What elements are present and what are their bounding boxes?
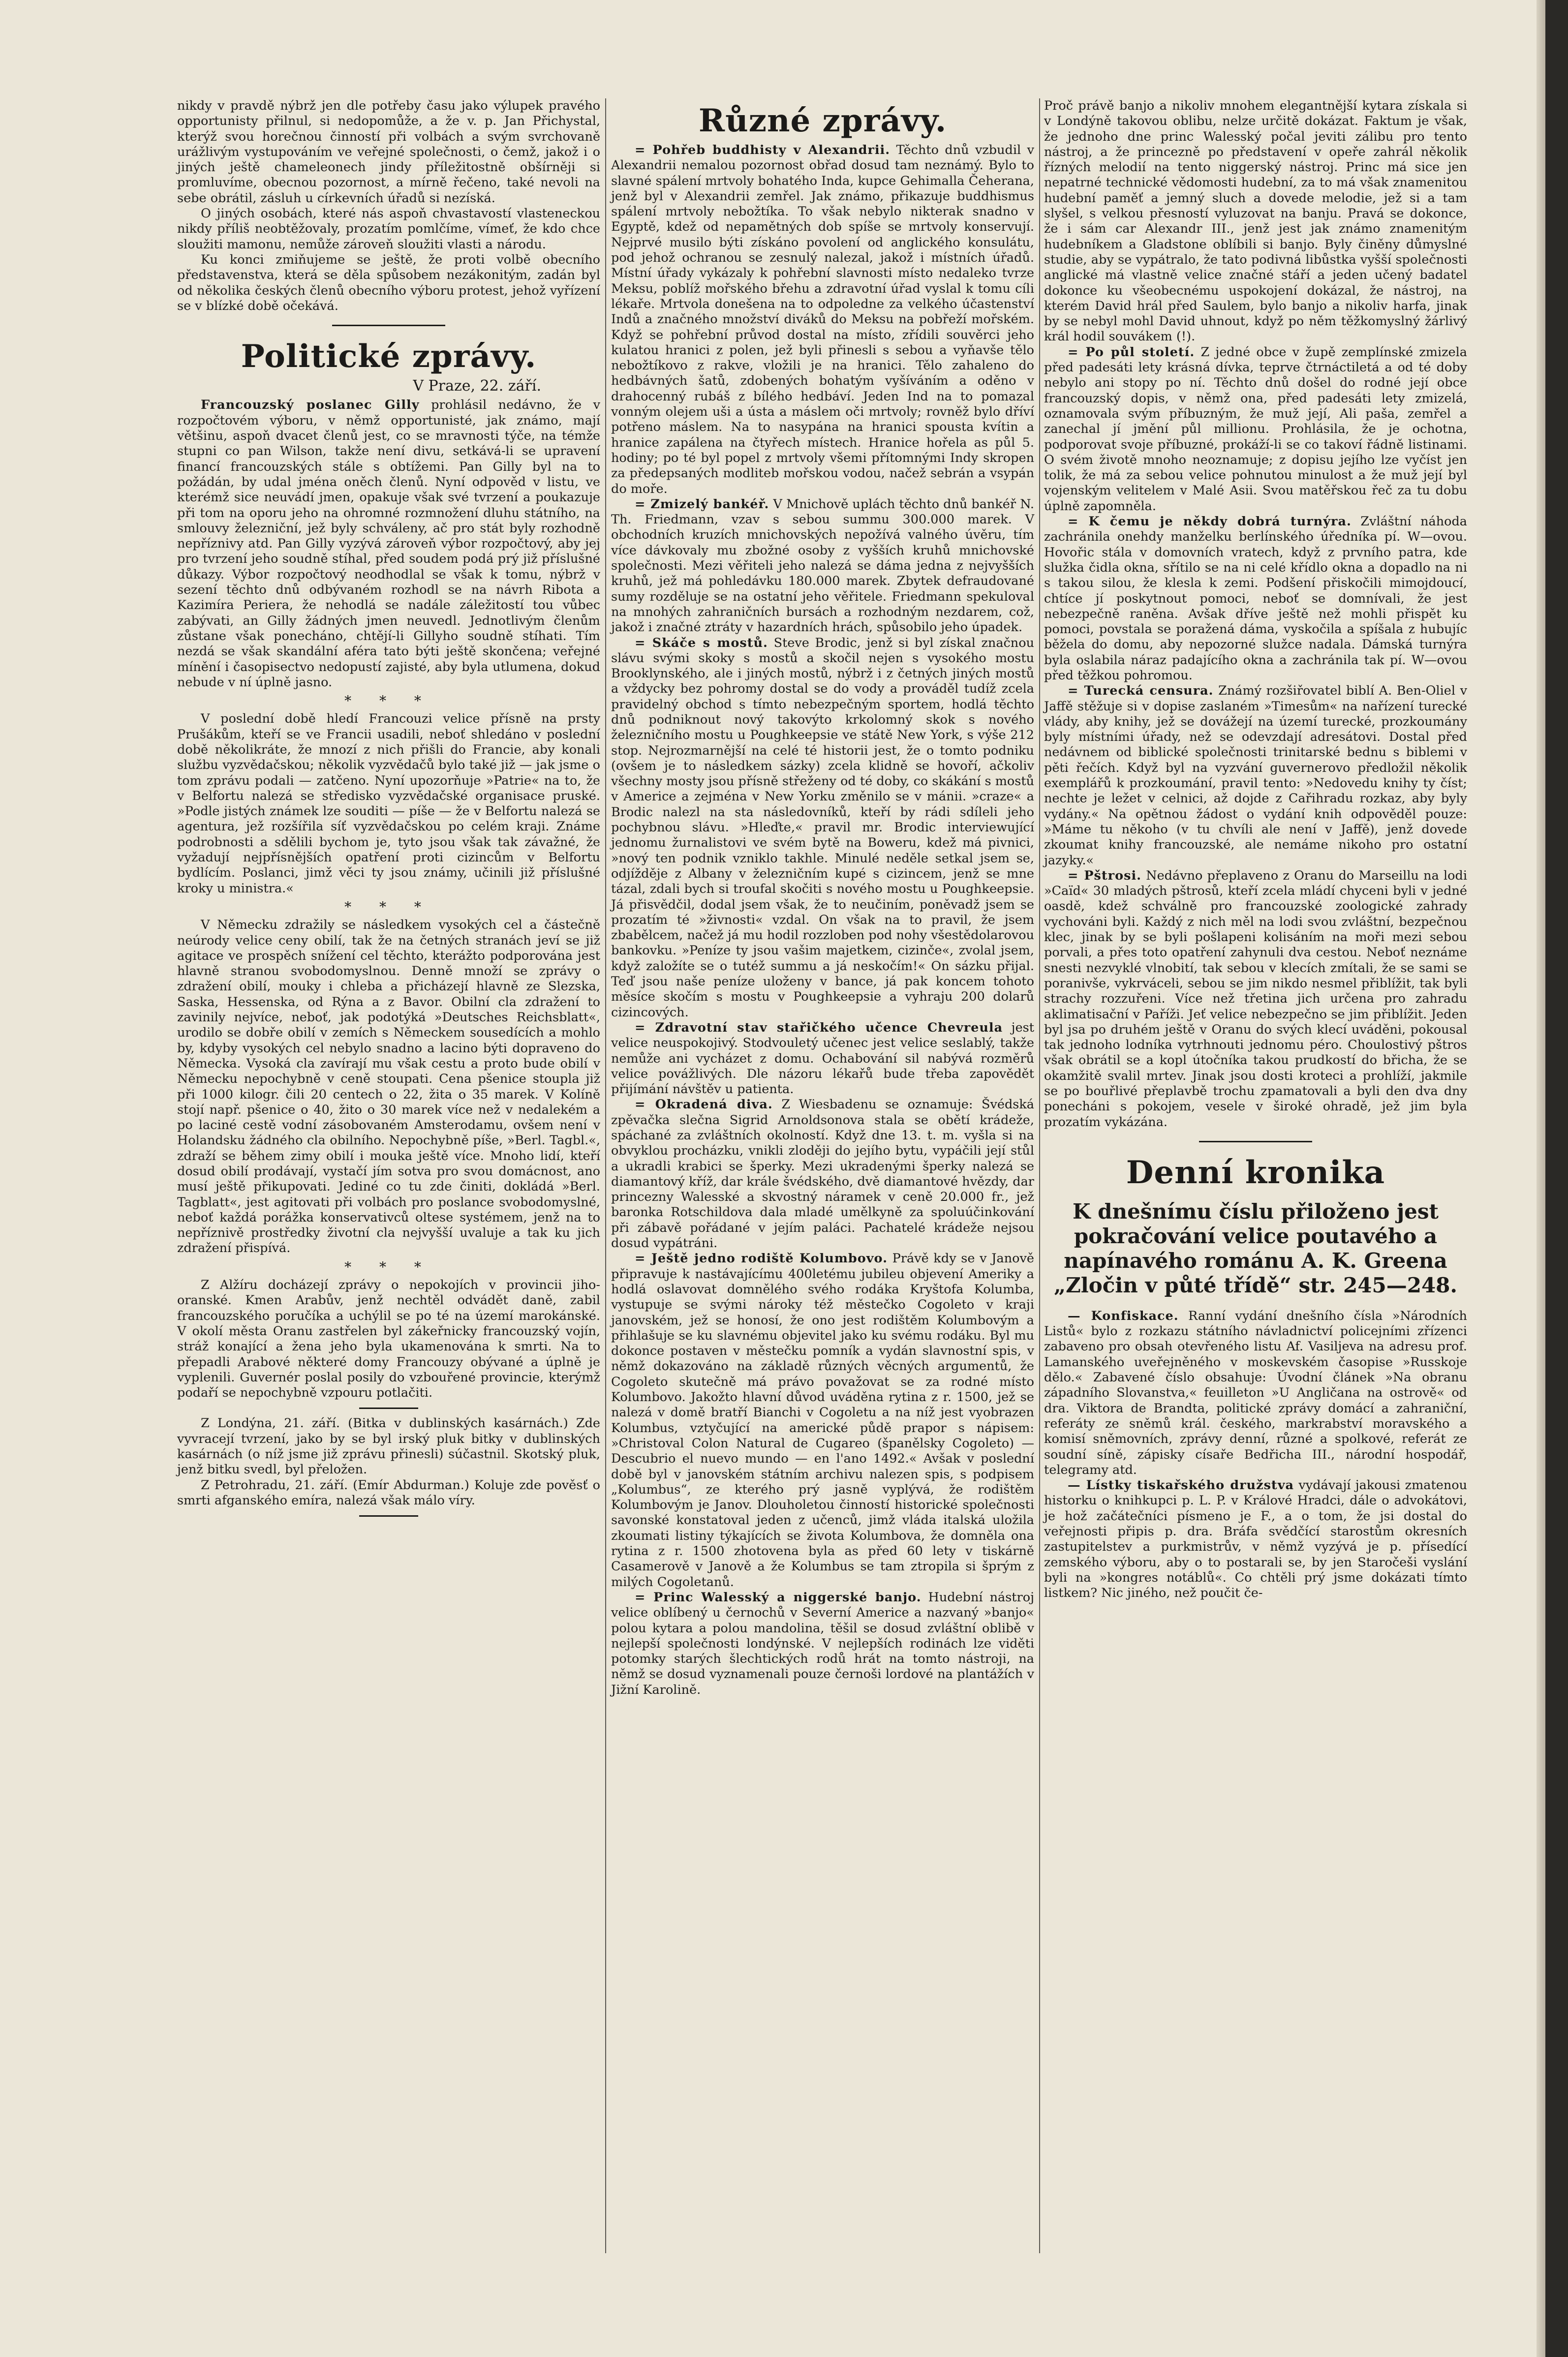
section-heading-politicke: Politické zprávy. — [241, 338, 537, 375]
supplement-notice: K dnešnímu číslu přiloženo jest pokračování velice poutavého a napínavého románu A. K. Greena „Zločin v půté třídě“ str. 245—248. — [1053, 1199, 1458, 1297]
separator — [332, 325, 445, 326]
article-text: prohlásil nedávno, že v rozpočtovém výboru, v němž opportunisté, jak známo, mají většinu, aspoň dvacet členů jest, co se mravnosti týče, na témže stupni co pan Wilson, takže není divu, setkává-li se upravení financí francouzských stále s obtížemi. Pan Gilly byl na to požádán, by udal jména oněch členů. Nyní odpověd v listu, ve kterémž sice neuvádí jmen, opakuje však své tvrzení a poukazuje při tom na oporu jeho na ohromné rozmnožení dluhu státního, na smlouvy železniční, jež byly schváleny, ač pro stát byly rozhodně nepříznivy atd. Pan Gilly vyzývá zároveň výbor rozpočtový, aby jej pro tvrzení jeho soudně stíhal, před soudem podá prý již příslušné důkazy. Výbor rozpočtový neodhodlal se však k tomu, nýbrž v sezení těchto dnů odbývaném rozhodl se na návrh Ribota a Kazimíra Periera, že nehodlá se nadále záležitostí tou vůbec zabývati, an Gilly žádných jmen neuvedl. Jednotlivým členům zůstane však ponecháno, chtějí-li Gillyho soudně stíhati. Tím nezdá se však skandální aféra tato býti ještě skončena; veřejné mínění i časopisectvo nedopustí zajisté, aby byla utlumena, dokud nebude v ní úplně jasno. — [177, 398, 601, 690]
article-lead: = K čemu je někdy dobrá turnýra. — [1068, 514, 1352, 529]
article-lead: = Po půl století. — [1068, 344, 1195, 360]
column-1 — [177, 98, 600, 1524]
page-edge-dark — [1545, 0, 1568, 2357]
column-rule-2 — [1039, 98, 1040, 2253]
article-lead: = Skáče s mostů. — [635, 635, 768, 650]
page-edge-shadow — [1537, 0, 1545, 2357]
article-text: Zvláštní náhoda zachránila onehdy manželku berlínského úředníka pí. W—ovou. Hovořic stála v domovních vratech, když z prvního patra, kde služka čidla okna, sřítilo se na ni celé křídlo okna a dopadlo na ni s takou silou, že klesla k zemi. Podšení přiskočili mimojdoucí, chtíce jí poskytnout pomoci, neboť se domnívali, že jest nebezpečně raněna. Avšak dříve ještě než mohli přispět ku pomoci, povstala se poražená dáma, vyskočila a spíšala z hubujíc běžela do domu, aby nepozorné služce nadala. Dámská turnýra byla oslabila náraz padajícího okna a zachránila tak pí. W—ovou před těžkou pohromou. — [1044, 514, 1468, 683]
column-3 — [1044, 98, 1467, 1601]
section-heading-ruzne: Různé zprávy. — [698, 102, 947, 139]
column-rule-1 — [605, 98, 606, 2253]
separator — [359, 1515, 418, 1517]
dateline: V Praze, 22. září. — [413, 377, 541, 395]
article-lead: — Konfiskace. — [1068, 1308, 1179, 1323]
article-text: Z jedné obce v župě zemplínské zmizela před padesáti lety krásná dívka, teprve čtrnáctiletá a od té doby nebylo ani stopy po ní. Těchto dnů došel do rodné její obce francouzský dopis, v němž ona, před padesáti lety zmizelá, oznamovala svým příbuzným, že muž její, Ali paša, zemřel a zanechal jí jmění půl millionu. Prohlásila, že je ochotna, podporovat svoje příbuzné, prokáží-li se co takoví řádně listinami. O svém životě mnoho neoznamuje; z dopisu jejího lze vyčíst jen tolik, že má za sebou velice pohnutou minulost a že muž její byl vojenským velitelem v Malé Asii. Svou matěřskou řeč za tu dobu úplně zapomněla. — [1044, 344, 1467, 514]
article-text: Těchto dnů vzbudil v Alexandrii nemalou pozornost obřad dosud tam neznámý. Bylo to slavné spálení mrtvoly bohatého Inda, kupce Gehimalla Čeherana, jenž byl v Alexandrii zemřel. Jak známo, přikazuje buddhismus spálení mrtvoly nebožtíka. To však nebylo nikterak snadno v Egyptě, kdež od nepamětných dob spíše se mrtvoly konservují. Nejprvé musilo býti získáno povolení od anglického konsulátu, pod jehož ochranou se zesnulý nalezal, jakož i místních úřadů. Místní úřady vykázaly k pohřební slavnosti místo nedaleko tvrze Meksu, poblíž mořského břehu a zdravotní úřad vyslal k tomu cíli lékaře. Mrtvola donešena na to odpoledne za velkého účastenství Indů a značného množství diváků do Meksu na pobřeží mořském. Když se pohřební průvod dostal na místo, zřídili souvěrci jeho kulatou hranici z polen, jež byli přinesli s sebou a vyňavše tělo nebožtíkovo z rakve, vložili je na hranici. Tělo zahaleno do hedbávných šatů, zdobených bohatým vyšíváním a oděno v drahocenný rubáš z bílého hedbáví. Jeden Ind na to pomazal vonným olejem uši a ústa a máslem oči mrtvoly; rovněž bylo dříví potřeno máslem. Na to nasypána na hranici spousta kvítin a hranice zapálena na čtyřech místech. Hranice hořela as půl 5. hodiny; po té byl popel z mrtvoly všemi přítomnými Indy skropen za předepsaných modliteb mořskou vodou, načež sebrán a vsypán do moře. — [611, 143, 1034, 496]
column-2 — [611, 98, 1034, 1698]
asterism: * * * — [344, 898, 433, 915]
article-lead: Francouzský poslanec Gilly — [201, 398, 420, 413]
article-lead: = Zdravotní stav stařičkého učence Chevreula — [635, 1020, 1003, 1035]
article-lead: = Pohřeb buddhisty v Alexandrii. — [635, 143, 891, 157]
article-text: Hudební nástroj velice oblíbený u černochů v Severní Americe a nazvaný »banjo« polou kytara a polou mandolina, těšil se dosud zvláštní oblibě v nejlepší společnosti londýnské. V nejlepších rodinách lze viděti potomky starých šlechtických rodů hrát na tomto nástroji, na němž se dosud vyznamenali pouze černoši lordové na plantážích v Jižní Karolině. — [611, 1590, 1034, 1697]
article-lead: = Okradená diva. — [635, 1097, 773, 1112]
article-text: Z Petrohradu, 21. září. (Emír Abdurman.) Kolujе zde pověsť o smrti afganského emíra, nalezá však málo víry. — [177, 1477, 600, 1508]
article-text: Steve Brodic, jenž si byl získal značnou slávu svými skoky s mostů a skočil nejen s vysokého mostu Brooklynského, ale i jiných mostů, nýbrž i z četných jiných mostů a vždycky bez pohromy dostal se do vody a prováděl tudíž zcela pravidelný obchod s tímto nebezpečným sportem, hodlá těchto dnů podniknout nový takovýto krkolomný skok s nového železničního mostu u Poughkeepsie ve státě New York, s výše 212 stop. Nejrozmarnější na celé té historii jest, že o tomto podniku (ovšem je to následkem sázky) zcela klidně se hovoří, ačkoliv všechny mosty jsou přísně střeženy od té doby, co skákání s mostů v Americe a zejména v New Yorku změnilo se v mánii. »craze« a Brodic nalezl na sta následovníků, kteří by rádi sdíleli jeho pochybnou slávu. »Hleďte,« pravil mr. Brodic interviewující jednomu žurnalistovi ve svém bytě na Boweru, kdež má pivnici, »nový ten podnik vzniklo takhle. Minulé neděle setkal jsem se, odjížděje z Albany v železničním kupé s cizincem, jenž se mne tázal, zdali bych si troufal skočiti s nového mostu u Poughkeepsie. Já přisvědčil, dodal jsem však, že to neučiním, poněvadž jsem se prozatím té »živnosti« vzdal. On však na to pravil, že jsem zbabělcem, načež já mu hodil rozzloben pod nohy všestědolarovou bankovku. »Peníze ty jsou vašim majetkem, cizinče«, zvolal jsem, když založíte se o tutéž summu a já neskočím!« On sázku přijal. Teď jsou naše peníze uloženy v bance, já pak koncem tohoto měsíce skočím s mostu v Poughkeepsie a vyhraju 200 dolarů cizincových. — [611, 635, 1034, 1020]
article-lead: = Zmizelý bankéř. — [635, 496, 769, 512]
separator — [1199, 1141, 1312, 1142]
article-text: Ku konci zmiňujeme se ještě, že proti volbě obecního představenstva, která se děla spůsobem nezákonitým, zadán byl od několika českých členů obecního výboru protest, jehož vyřízení se v blízké době očekává. — [177, 252, 600, 313]
article-text: V poslední době hledí Francouzi velice přísně na prsty Prušákům, kteří se ve Francii usadili, neboť shledáno v poslední době několikráte, že mnozí z nich přišli do Francie, aby konali službu vyzvědačskou; několik vyzvědačů bylo také již — jak jsme o tom zprávu podali — zatčeno. Nyní upozorňuje »Patrie« na to, že v Belfortu nalezá se středisko vyzvědačské organisace pruské. »Podle jistých známek lze souditi — píše — že v Belfortu nalezá se agentura, jež rozšířila síť vyzvědačskou po celém kraji. Známe podrobnosti a sdělili bychom je, tyto jsou však tak závažné, že vyžadují nejpřísnějších opatření proti cizincům v Belfortu bydlícím. Poslanci, jimž věci ty jsou známy, učinili již příslušné kroky u ministra.« — [177, 711, 600, 896]
article-text: O jiných osobách, které nás aspoň chvastavostí vlasteneckou nikdy příliš neobtěžovaly, prozatím pomlčíme, vímeť, že kdo chce sloužiti mamonu, nemůže zároveň sloužiti vlasti a národu. — [177, 206, 600, 252]
article-text: Právě kdy se v Janově připravuje k nastávajícímu 400letému jubileu objevení Ameriky a hodlá oslavovat domnělého svého rodáka Kryštofa Kolumba, vystupuje se svými nároky též městečko Cogoleto v kraji janovském, jež se honosí, že ono jest rodištěm Kolumbovým a přihlašuje se ku slavnému objevitel jako ku svému rodáku. Byl mu dokonce postaven v městečku pomník a vydán slavnostní spis, v němž dokazováno na základě různých věcných argumentů, že Cogoleto skutečně má právo považovat se za rodné místo Kolumbovo. Jakožto hlavní důvod uváděna rytina z r. 1500, jež se nalezá v domě bratří Bianchi v Cogoletu a na níž jest vyobrazen Kolumbus, vztyčující na americké půdě prapor s nápisem: »Christoval Colon Natural de Cugareo (španělsky Cogoleto) — Descubrio el nuevo mundo — en l'ano 1492.« Avšak v poslední době byl v janovském státním archivu nalezen spis, s podpisem „Kolumbus“, ze kterého prý jasně vyplývá, že rodištěm Kolumbovým je Janov. Dlouholetou činností historické společnosti savonské konstatoval jeden z učenců, jimž vláda italská uložila zkoumati listiny týkajících se života Kolumbova, že domněla ona rytina z r. 1500 zhotovena byla as před 60 lety v tiskárně Casamerově v Janově a že Kolumbus se tam ztropila si šprým z milých Cogoletanů. — [611, 1251, 1034, 1590]
article-text: Z Wiesbadenu se oznamuje: Švédská zpěvačka slečna Sigrid Arnoldsonova stala se obětí krádeže, spáchané za zvláštních okolností. Když dne 13. t. m. vyšla si na obvyklou procházku, vnikli zloději do jejího bytu, vypáčili její stůl a ukradli krabici se šperky. Mezi ukradenými šperky nalezá se diamantový kříž, dar krále švédského, dvě diamantové hvězdy, dar princezny Walesské a skvostný náramek v ceně 20.000 fr., jež baronka Rotschildova dala mladé umělkyně za spoluúčinkování při zábavě pořádané v jejím paláci. Pachatelé krádeže nejsou dosud vypátráni. — [611, 1097, 1035, 1251]
article-text: Ranní vydání dnešního čísla »Národních Listů« bylo z rozkazu státního návladnictví policejními zřízenci zabaveno pro obsah otevřeného listu Af. Vasiljeva na adresu prof. Lamanského uveřejněného v moskevském časopise »Russkoje dělo.« Zabavené číslo obsahuje: Úvodní článek »Na obranu západního Slovanstva,« feuilleton »U Angličana na ostrově« od dra. Viktora de Brandta, politické zprávy domácí a zahraniční, referáty ze sněmů král. českého, markrabství moravského a komisí sněmovních, zprávy denní, různé a spolkové, referát ze soudní síně, zápisky císaře Bedřicha III., národní hospodář, telegramy atd. — [1044, 1308, 1467, 1477]
article-text: Z Londýna, 21. září. (Bitka v dublinských kasárnách.) Zde vyvracejí tvrzení, jako by se byl irský pluk bitky v dublinských kasárnách (o níž jsme již zprávu přinesli) súčastnil. Skotský pluk, jenž bitku svedl, byl přeložen. — [177, 1416, 600, 1477]
article-lead: = Pštrosi. — [1068, 868, 1142, 883]
article-lead: = Ještě jedno rodiště Kolumbovo. — [635, 1251, 888, 1266]
article-text: nikdy v pravdě nýbrž jen dle potřeby času jako výlupek pravého opportunisty přilnul, si nedopomůže, a že v. p. Jan Přichystal, kterýž svou horečnou činností při volbách a svým svrchovaně urážlivým vystupováním ve veřejné společnosti, o čemž, jakož i o jiných ještě chameleonech jindy příležitostně obšírněji si promluvíme, obecnou pozornost, a mírně řečeno, také nevoli na sebe obrátil, zásluh u církevních úřadů si nezíská. — [177, 98, 600, 206]
article-text: Proč právě banjo a nikoliv mnohem elegantnější kytara získala si v Londýně takovou oblibu, nelze určitě dokázat. Faktum je však, že jednoho dne princ Walesský počal jeviti zálibu pro tento nástroj, a že princezně po představení v opeře zahrál několik řízných melodií na tento niggerský nástroj. Princ má sice jen nepatrné technické vědomosti hudební, za to má však znamenitou hudební paměť a jemný sluch a dovede melodie, jež si a tam slyšel, s velkou přesností vyluzovat na banju. Pravá se dokonce, že i sám car Alexandr III., jenž jest jak známo znamenitým hudebníkem a Gladstone oblíbili si banjo. Byly činěny důmyslné studie, aby se vypátralo, že tato podivná libůstka vyšší společnosti anglické má vlastně velice značné stáří a jeden učený badatel dokonce ku všeobecnému uspokojení dokázal, že nástroj, na kterém David hrál před Saulem, bylo banjo a nikoliv harfa, jinak by se nebyl mohl David uhnout, když po něm těžkomyslný žárlivý král hodil souvákem (!). — [1044, 98, 1467, 344]
article-text: V Německu zdražily se následkem vysokých cel a částečně neúrody velice ceny obilí, tak že na četných stranách jeví se již agitace ve prospěch snížení cel těchto, kterážto podporována jest hlavně stranou svobodomyslnou. Denně množí se zprávy o zdražení obilí, mouky i chleba a přicházejí hlavně ze Slezska, Saska, Hessenska, od Rýna a z Bavor. Obilní cla zdražení to zavinily nejvíce, neboť, jak podotýká »Deutsches Reichsblatt«, urodilo se dobře obilí v zemích s Německem sousedících a mohlo by, kdyby vysokých cel nebylo snadno a lacino býti dopraveno do Německa. Vysoká cla zavírají mu však cestu a proto bude obilí v Německu nepochybně v ceně stoupati. Cena pšenice stoupla již při 1000 kilogr. čili 20 centech o 22, žita o 35 marek. V Kolíně stojí např. pšenice o 40, žito o 30 marek více než v nedalekém a po laciné cestě vodní zásobovaném Amsterodamu, ovšem není v Holandsku žádného cla obilního. Nepochybně píše, »Berl. Tagbl.«, zdraží se během zimy obilí i mouka ještě více. Mnoho lidí, kteří dosud obilí prodávají, vystačí jím sotva pro svou domácnost, ano musí ještě přikupovati. Jediné co tu zde činiti, dokládá »Berl. Tagblatt«, jest agitovati při volbách pro poslance svobodomyslné, neboť každá porážka konservativců oltese systémem, jenž na to nepříznivě prostředky životní cla nejvyšší uvaluje a tak ku jich zdražení přispívá. — [177, 918, 600, 1256]
asterism: * * * — [344, 693, 433, 709]
section-heading-kronika: Denní kronika — [1126, 1154, 1385, 1191]
separator — [359, 1408, 418, 1409]
article-text: vydávají jakousi zmatenou historku o knihkupci p. L. P. v Králové Hradci, dále o advokátovi, je hož začátečníci písmeno je F., a o tom, že jsi dostal do veřejnosti připis p. dra. Bráfa svědčící starostům okresních zastupitelstev a purkmistrův, v němž vyzývá je p. přísedící zemského výboru, aby o to postarali se, by jen Staročeši vyslání byli na »kongres notáblů«. Co chtěli prý jsme dokázati tímto listkem? Nic jiného, než poučit če- — [1044, 1478, 1468, 1601]
article-text: Známý rozšiřovatel biblí A. Ben-Oliel v Jaffě stěžuje si v dopise zaslaném »Timesům« na nařízení turecké vlády, aby knihy, jež se dovážejí na území turecké, prozkoumány byly místními úřady, než se odevzdají adresátovi. Dostal před nedávnem od biblické společnosti trinitarské bednu s biblemi v pěti řečích. Když byl na vyzvání guvernerovo předložil několik exemplářů k prozkoumání, pravil tento: »Nedovedu knihy ty číst; nechte je ležet v celnici, až dojde z Cařihradu rozkaz, aby byly vydány.« Na opětnou žádost o vydání knih odpověděl pouze: »Máme tu někoho (v tu chvíli ale není v Jaffě), jenž dovede zkoumat knihy francouzské, ale nemáme nikoho pro ostatní jazyky.« — [1044, 683, 1467, 868]
article-text: V Mnichově uplách těchto dnů bankéř N. Th. Friedmann, vzav s sebou summu 300.000 marek. V obchodních kruzích mnichovských nepožívá valného úvěru, tím více dávkovaly mu zbožné osoby z vyšších kruhů mnichovské společnosti. Mezi věřiteli jeho nalezá se dáma jedna z nejvyšších kruhů, jež má pohledávku 180.000 marek. Zbytek defraudované sumy rozděluje se na ostatní jeho věřitele. Friedmann spekuloval na mnohých zahraničních bursách a rozhodným nezdarem, což, jakož i značné ztráty v hazardních hrách, spůsobilo jeho úpadek. — [611, 496, 1034, 635]
article-text: jest velice neuspokojivý. Stodvouletý učenec jest velice seslablý, takže nemůže ani vycházet z domu. Ochabování sil nabývá rozměrů velice povážlivých. Dle názoru lékařů bude třeba zapovědět přijímání návštěv u patienta. — [611, 1020, 1035, 1097]
article-text: Nedávno přeplaveno z Oranu do Marseillu na lodi »Caïd« 30 mladých pštrosů, kteří zcela mládí chyceni byli v jedné oasdě, kdež schválně pro francouzské zoologické zahrady vychováni byli. Každý z nich měl na lodi svou zvláštní, bezpečnou klec, jinak by se byli pošlapeni kolisáním na moři mezi sebou porvali, a přes toto opatření zahynuli dva cestou. Neboť neznáme snesti nezvyklé vlnobití, tak sebou v klecích zmítali, že se sami se poranivše, vykrváceli, sebou se jim nikdo nesmel přiblížit, tak byli strachy rozzuřeni. Více než třetina jich určena pro zahradu aklimatisační v Paříži. Jeť velice nebezpečno se jim přiblížit. Jeden byl jsa po druhém ještě v Oranu do svých klecí uváděni, pokousal tak jednoho lodníka vytrhnouti jednomu péro. Choulostivý pštros však obrátil se a kopl útočníka takou prudkostí do břicha, že se okamžitě svalil mrtev. Jinak jsou dosti kroteci a prohlíží, jakmile se po bouřlivé přeplavbě trochu zpamatovali a byli den dva dny ponecháni s pokojem, vesele v široké ohradě, jež jim byla prozatím vykázána. — [1044, 868, 1467, 1130]
asterism: * * * — [344, 1258, 433, 1275]
article-text: Z Alžíru docházejí zprávy o nepokojích v provincii jiho-oranské. Kmen Arabův, jenž nechtěl odvádět daně, zabil francouzského poručíka a uchýlil se po té na území marokánské. V okolí města Oranu zastřelen byl zákeřnicky francouzský vojín, stráž konající a žena jeho byla ukamenována k smrti. Na to přepadli Arabové některé domy Francouzy obývané a úplně je vyplenili. Guvernér poslal posily do vzbouřené provincie, kterýmž podaří se nepochybně vzpouru potlačiti. — [177, 1278, 600, 1401]
article-lead: — Lístky tiskařského družstva — [1068, 1478, 1294, 1493]
article-lead: = Turecká censura. — [1068, 683, 1214, 699]
article-lead: = Princ Walesský a niggerské banjo. — [635, 1590, 922, 1605]
